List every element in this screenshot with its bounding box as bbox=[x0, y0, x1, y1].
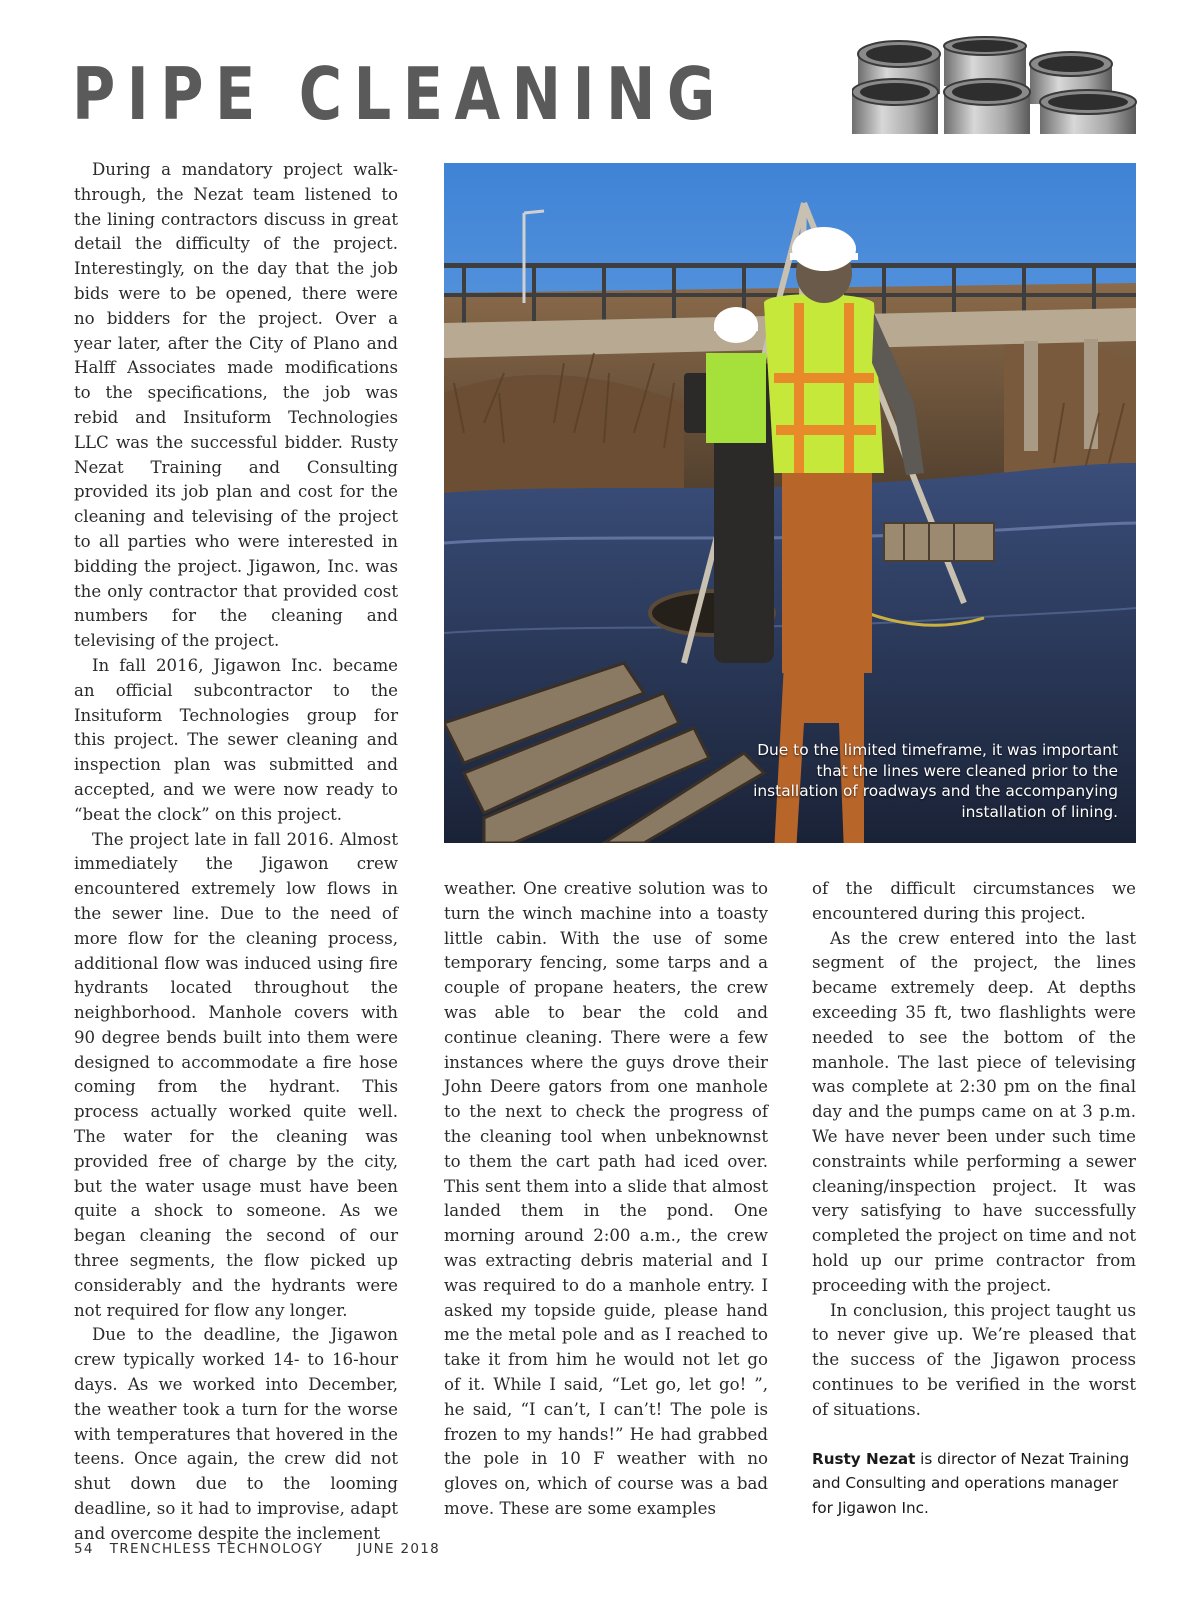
page-footer bbox=[74, 1541, 440, 1557]
article-column-3 bbox=[812, 877, 1136, 1521]
article-paragraph: During a mandatory project walk-through, the Nezat team listened to the lining contractors discuss in great detail the difficulty of the project. Interestingly, on the day that the job bids were to be opened, there were no bidders for the project. Over a year later, after the City of Plano and Halff Associates made modifications to the specifications, the job was rebid and Insituform Technologies LLC was the successful bidder. Rusty Nezat Training and Consulting provided its job plan and cost for the cleaning and televising of the project to all parties who were interested in bidding the project. Jigawon, Inc. was the only contractor that provided cost numbers for the cleaning and televising of the project. bbox=[74, 160, 398, 651]
article-paragraph: In fall 2016, Jigawon Inc. became an official subcontractor to the Insituform Technologies group for this project. The sewer cleaning and inspection plan was submitted and accepted, and we were now ready to “beat the clock” on this project. bbox=[74, 655, 398, 824]
article-column-1 bbox=[74, 158, 398, 1547]
magazine-name: TRENCHLESS TECHNOLOGY bbox=[109, 1541, 324, 1557]
article-paragraph: In conclusion, this project taught us to never give up. We’re pleased that the success of the Jigawon process continues to be verified in the worst of situations. bbox=[812, 1300, 1136, 1419]
pipes-illustration bbox=[852, 36, 1138, 136]
page-title: PIPE CLEANING bbox=[72, 52, 727, 136]
article-paragraph: Due to the deadline, the Jigawon crew typically worked 14- to 16-hour days. As we worked into December, the weather took a turn for the worse with temperatures that hovered in the teens. Once again, the crew did not shut down due to the looming deadline, so it had to improvise, adapt and overcome despite the inclement bbox=[74, 1325, 398, 1543]
author-bio-text: is director of Nezat Training and Consulting and operations manager for Jigawon Inc. bbox=[812, 1449, 1130, 1518]
article-paragraph: of the difficult circumstances we encountered during this project. bbox=[812, 879, 1136, 923]
author-name: Rusty Nezat bbox=[812, 1449, 916, 1468]
author-bio bbox=[812, 1447, 1136, 1521]
page-number: 54 bbox=[74, 1541, 94, 1557]
article-paragraph: As the crew entered into the last segment of the project, the lines became extremely deep. At depths exceeding 35 ft, two flashlights were needed to see the bottom of the manhole. The last piece of televising was complete at 2:30 pm on the final day and the pumps came on at 3 p.m. We have never been under such time constraints while performing a sewer cleaning/inspection project. It was very satisfying to have successfully completed the project on time and not hold up our prime contractor from proceeding with the project. bbox=[812, 928, 1136, 1295]
issue-date: JUNE 2018 bbox=[357, 1541, 441, 1557]
article-paragraph: weather. One creative solution was to turn the winch machine into a toasty little cabin. With the use of some temporary fencing, some tarps and a couple of propane heaters, the crew was able to bear the cold and continue cleaning. There were a few instances where the guys drove their John Deere gators from one manhole to the next to check the progress of the cleaning tool when unbeknownst to them the cart path had iced over. This sent them into a slide that almost landed them in the pond. One morning around 2:00 a.m., the crew was extracting debris material and I was required to do a manhole entry. I asked my topside guide, please hand me the metal pole and as I reached to take it from him he would not let go of it. While I said, “Let go, let go! ”, he said, “I can’t, I can’t! The pole is frozen to my hands!” He had grabbed the pole in 10 F weather with no gloves on, which of course was a bad move. These are some examples bbox=[444, 879, 768, 1518]
photo-caption: Due to the limited timeframe, it was important that the lines were cleaned prior to the installation of roadways and the accompanying installation of lining. bbox=[753, 740, 1118, 822]
article-paragraph: The project late in fall 2016. Almost immediately the Jigawon crew encountered extremely low flows in the sewer line. Due to the need of more flow for the cleaning process, additional flow was induced using fire hydrants located throughout the neighborhood. Manhole covers with 90 degree bends built into them were designed to accommodate a fire hose coming from the hydrant. This process actually worked quite well. The water for the cleaning was provided free of charge by the city, but the water usage must have been quite a shock to someone. As we began cleaning the second of our three segments, the flow picked up considerably and the hydrants were not required for flow any longer. bbox=[74, 829, 398, 1320]
article-column-2 bbox=[444, 877, 768, 1522]
crew-photo bbox=[444, 163, 1136, 843]
